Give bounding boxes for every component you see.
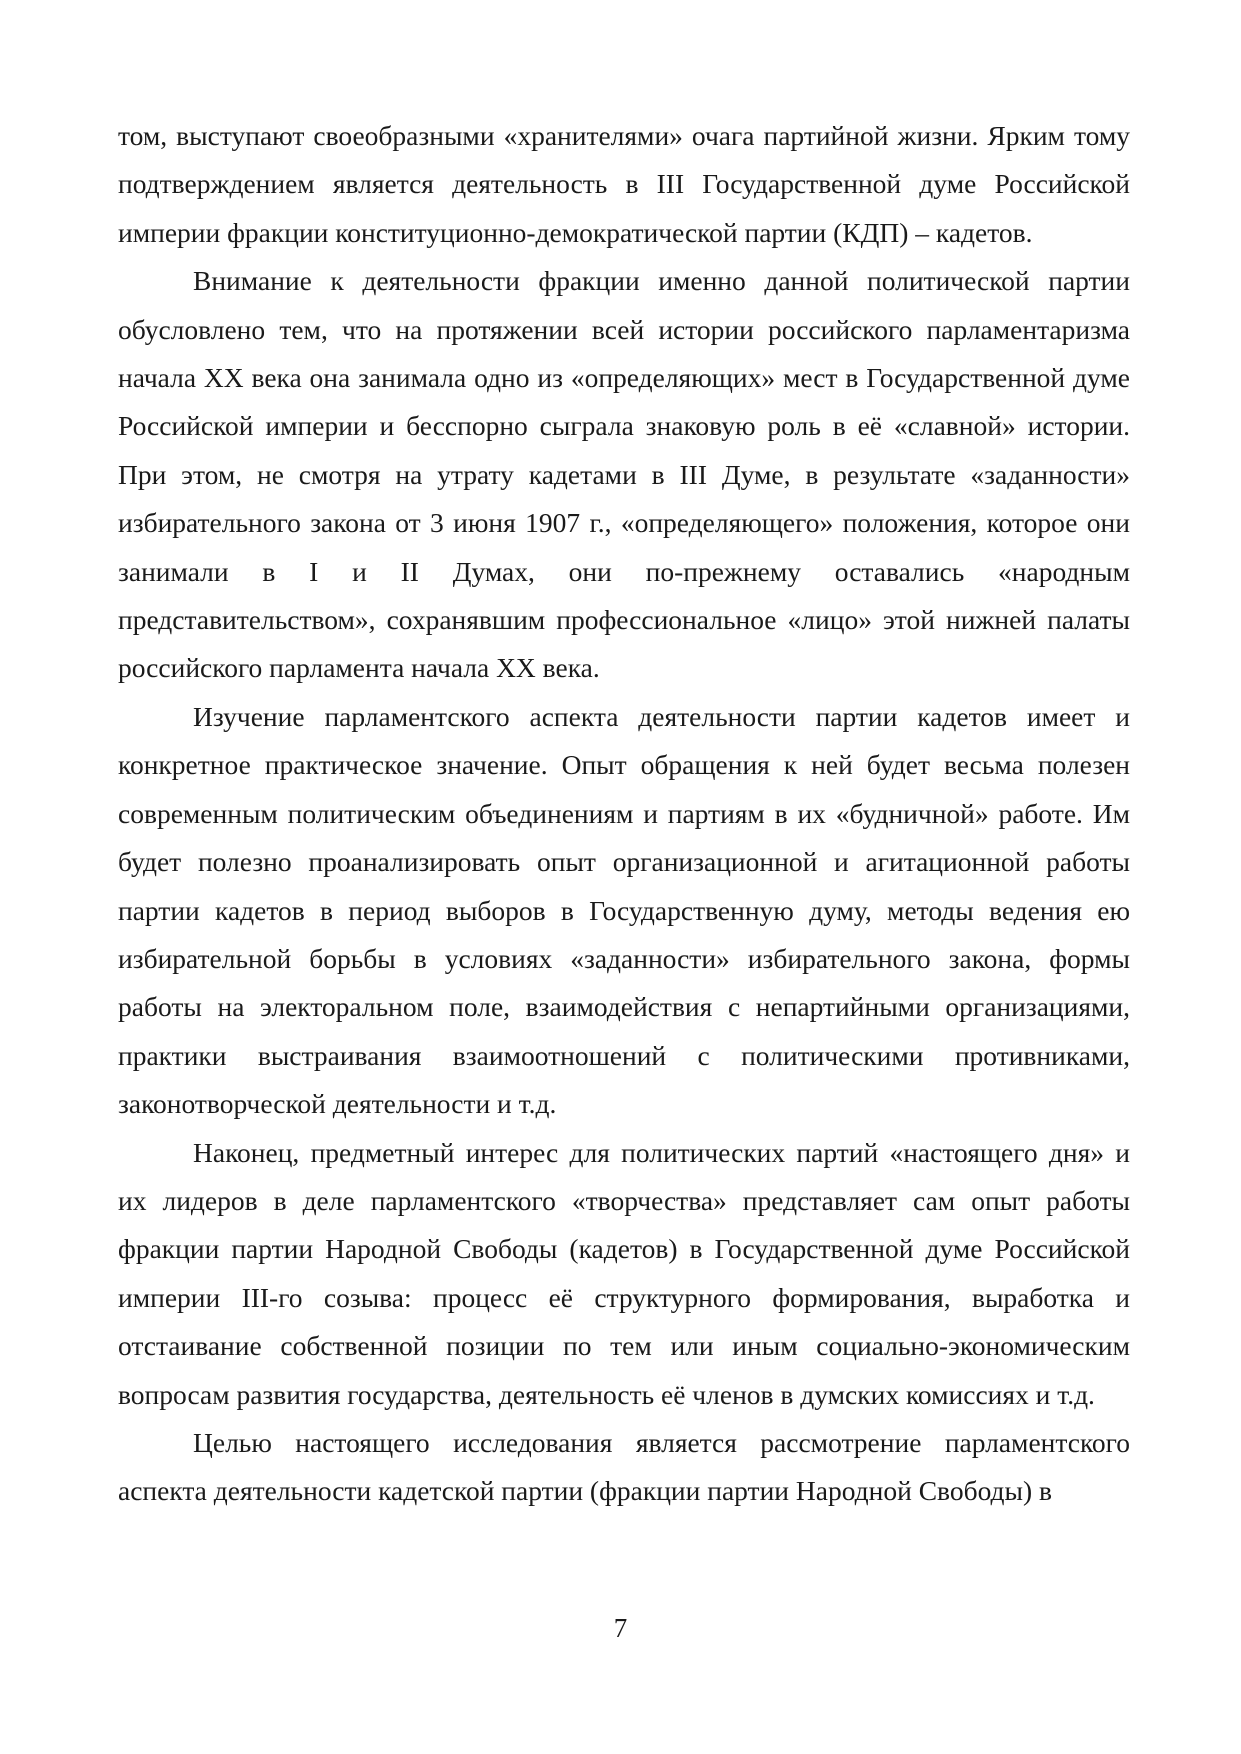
paragraph-1: том, выступают своеобразными «хранителями» очага партийной жизни. Ярким тому подтверждением является деятельность в III Государственной думе Российской империи фракции конституционно-демократической партии (КДП) – кадетов. [118, 120, 1130, 248]
paragraph-2: Внимание к деятельности фракции именно данной политической партии обусловлено тем, что на протяжении всей истории российского парламентаризма начала ХХ века она занимала одно из «определяющих» мест в Государственной думе Российской империи и бесспорно сыграла знаковую роль в её «славной» истории. При этом, не смотря на утрату кадетами в III Думе, в результате «заданности» избирательного закона от 3 июня 1907 г., «определяющего» положения, которое они занимали в I и II Думах, они по-прежнему оставались «народным представительством», сохранявшим профессиональное «лицо» этой нижней палаты российского парламента начала ХХ века. [118, 265, 1130, 684]
body-text [118, 112, 1130, 1516]
paragraph-5: Целью настоящего исследования является рассмотрение парламентского аспекта деятельности кадетской партии (фракции партии Народной Свободы) в [118, 1426, 1130, 1507]
paragraph-4: Наконец, предметный интерес для политических партий «настоящего дня» и их лидеров в деле парламентского «творчества» представляет сам опыт работы фракции партии Народной Свободы (кадетов) в Государственной думе Российской империи III-го созыва: процесс её структурного формирования, выработка и отстаивание собственной позиции по тем или иным социально-экономическим вопросам развития государства, деятельность её членов в думских комиссиях и т.д. [118, 1136, 1130, 1410]
page-number: 7 [613, 1613, 628, 1643]
paragraph-3: Изучение парламентского аспекта деятельности партии кадетов имеет и конкретное практическое значение. Опыт обращения к ней будет весьма полезен современным политическим объединениям и партиям в их «будничной» работе. Им будет полезно проанализировать опыт организационной и агитационной работы партии кадетов в период выборов в Государственную думу, методы ведения ею избирательной борьбы в условиях «заданности» избирательного закона, формы работы на электоральном поле, взаимодействия с непартийными организациями, практики выстраивания взаимоотношений с политическими противниками, законотворческой деятельности и т.д. [118, 700, 1130, 1120]
